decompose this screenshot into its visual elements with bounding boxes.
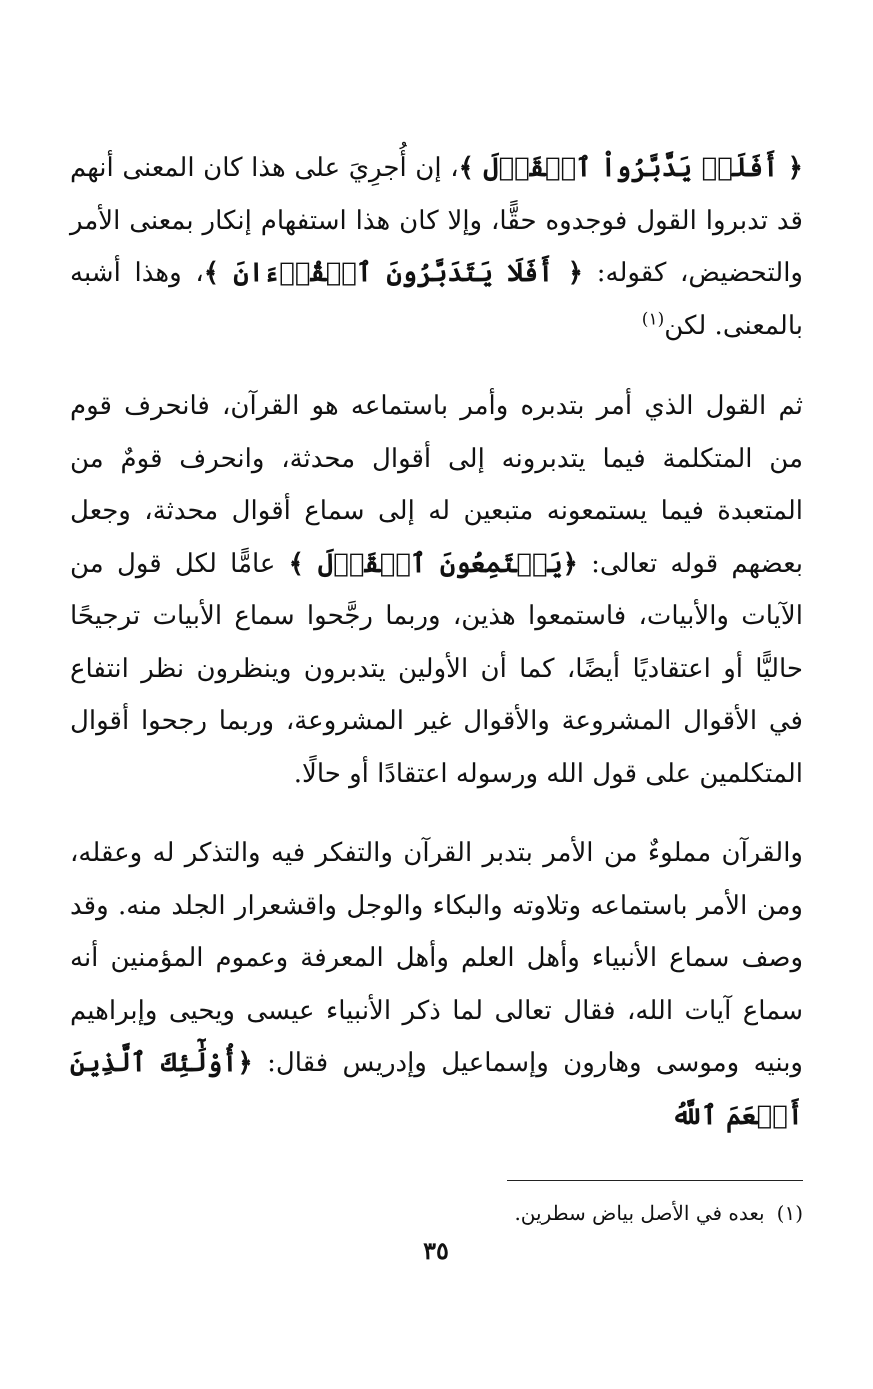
paragraph-text: ثم القول الذي أمر بتدبره وأمر باستماعه هو القرآن، فانحرف قوم من المتكلمة فيما يتدبرونه إلى أقوال محدثة، وانحرف قومٌ من المتعبدة فيما يستمعونه متبعين له إلى سماع أقوال محدثة، وجعل بعضهم قوله تعالى: — [70, 391, 803, 579]
paragraph-text: عامًّا لكل قول من الآيات والأبيات، فاستمعوا هذين، وربما رجَّحوا سماع الأبيات ترجيحًا حاليًّا أو اعتقاديًا أيضًا، كما أن الأولين يتدبرون وينظرون نظر انتفاع في الأقوال المشروعة والأقوال غير المشروعة، وربما رجحوا أقوال المتكلمين على قول الله ورسوله اعتقادًا أو حالًا. — [70, 548, 803, 789]
paragraph-2 — [70, 380, 803, 800]
quran-quote: ﴿يَسۡتَمِعُونَ ٱلۡقَوۡلَ ﴾ — [288, 548, 578, 579]
footnote-text: بعده في الأصل بياض سطرين. — [514, 1201, 765, 1225]
paragraph-text: والقرآن مملوءٌ من الأمر بتدبر القرآن والتفكر فيه والتذكر له وعقله، ومن الأمر باستماعه وتلاوته والبكاء والوجل واقشعرار الجلد منه. وقد وصف سماع الأنبياء وأهل العلم وأهل المعرفة وعموم المؤمنين أنه سماع آيات الله، فقال تعالى لما ذكر الأنبياء عيسى ويحيى وإبراهيم وبنيه وموسى وهارون وإسماعيل وإدريس فقال: — [70, 838, 803, 1078]
quran-quote: ﴿ أَفَلَمۡ يَدَّبَّرُواْ ٱلۡقَوۡلَ ﴾ — [458, 153, 803, 183]
paragraph-text: ، إن أُجرِيَ على هذا كان المعنى أنهم قد تدبروا القول فوجدوه حقًّا، وإلا كان هذا استفهام إنكار بمعنى الأمر والتحضيض، كقوله: — [70, 153, 803, 288]
paragraph-1 — [70, 142, 803, 352]
paragraph-3 — [70, 827, 803, 1142]
quran-quote: ﴿أُوْلَٰٓئِكَ ٱلَّذِينَ أَنۡعَمَ ٱللَّهُ — [70, 1048, 803, 1131]
footnote-divider — [507, 1180, 803, 1181]
page-number: ٣٥ — [423, 1236, 449, 1265]
quran-quote: ﴿ أَفَلَا يَتَدَبَّرُونَ ٱلۡقُرۡءَانَ ﴾ — [203, 258, 584, 288]
footnote-reference[interactable]: (١) — [641, 308, 665, 329]
paragraph-text: ، وهذا أشبه بالمعنى. لكن — [70, 258, 803, 341]
footnote — [300, 1197, 803, 1229]
footnote-number: (١) — [776, 1201, 803, 1225]
